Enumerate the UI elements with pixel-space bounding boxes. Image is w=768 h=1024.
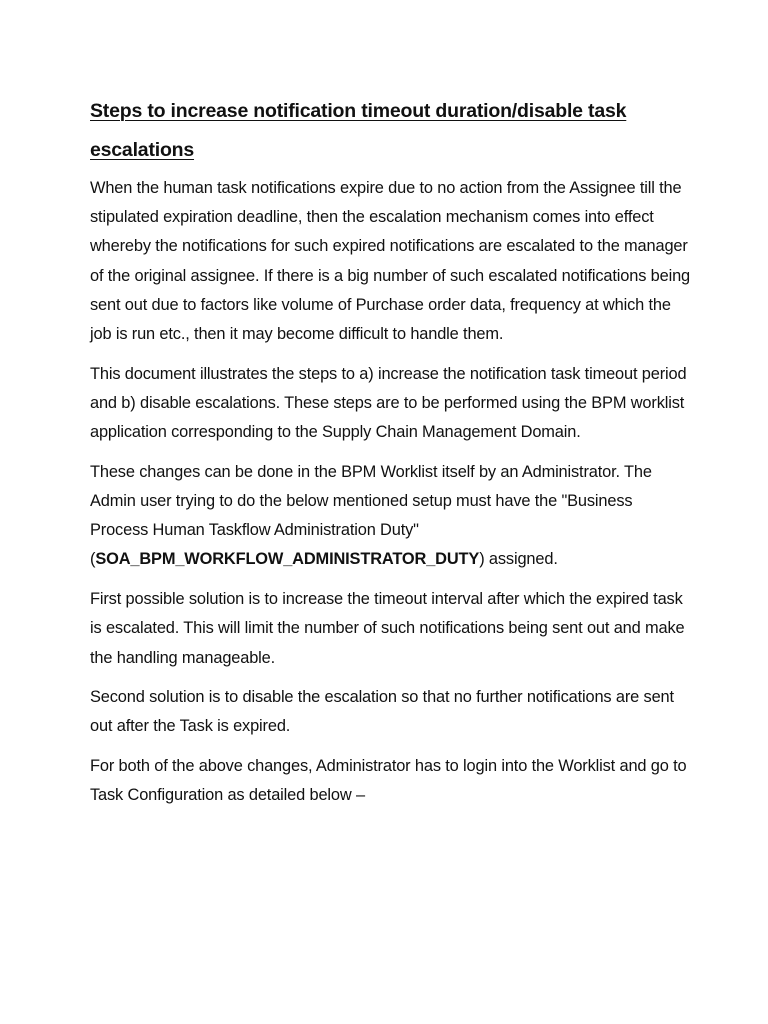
paragraph-purpose: This document illustrates the steps to a) increase the notification task timeout period and b) disable escalations. These steps are to be performed using the BPM worklist application corresponding to the Supply Chain Management Domain.: [90, 364, 687, 442]
duty-code: SOA_BPM_WORKFLOW_ADMINISTRATOR_DUTY: [95, 550, 480, 569]
document-title: Steps to increase notification timeout duration/disable task escalations: [90, 100, 627, 161]
paragraph-admin-duty-after: ) assigned.: [479, 550, 558, 569]
document-page: [90, 92, 690, 821]
paragraph-admin-duty: [90, 458, 690, 575]
paragraph-admin-duty-before: These changes can be done in the BPM Worklist itself by an Administrator. The Admin user trying to do the below mentioned setup must have the "Business Process Human Taskflow Administration Duty" (: [90, 462, 652, 569]
paragraph-expiration: When the human task notifications expire due to no action from the Assignee till the stipulated expiration deadline, then the escalation mechanism comes into effect whereby the notifications for such expired notifications are escalated to the manager of the original assignee. If there is a big number of such escalated notifications being sent out due to factors like volume of Purchase order data, frequency at which the job is run etc., then it may become difficult to handle them.: [90, 179, 691, 344]
paragraph-task-configuration: For both of the above changes, Administrator has to login into the Worklist and go to Task Configuration as detailed below –: [90, 757, 687, 805]
paragraph-second-solution: Second solution is to disable the escalation so that no further notifications are sent out after the Task is expired.: [90, 688, 674, 736]
paragraph-first-solution: First possible solution is to increase the timeout interval after which the expired task is escalated. This will limit the number of such notifications being sent out and make the handling manageable.: [90, 590, 685, 667]
